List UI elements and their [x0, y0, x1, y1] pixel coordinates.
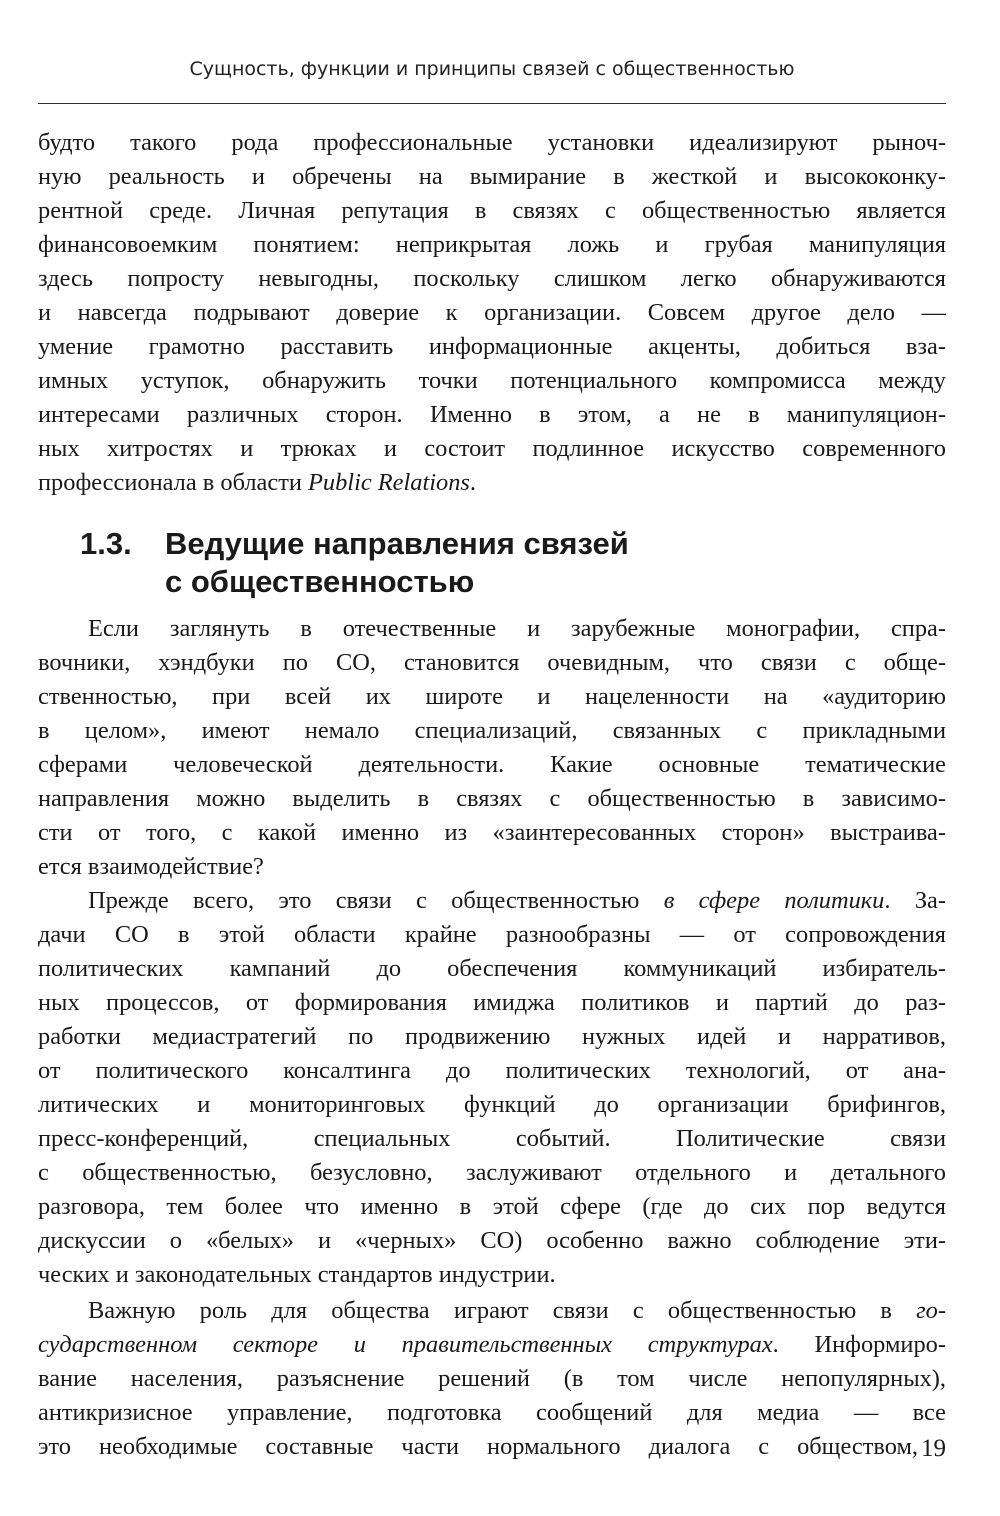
- section-heading: [80, 524, 629, 564]
- text-run: . За-: [884, 887, 946, 914]
- text-line: литических и мониторинговых функций до организации брифингов,: [38, 1091, 946, 1118]
- text-line: интересами различных сторон. Именно в этом, а не в манипуляцион-: [38, 401, 946, 428]
- text-line: вание населения, разъяснение решений (в том числе непопулярных),: [38, 1365, 946, 1392]
- text-line: пресс-конференций, специальных событий. Политические связи: [38, 1125, 946, 1152]
- italic-term: Public Relations: [308, 469, 470, 496]
- running-head: Сущность, функции и принципы связей с общественностью: [189, 58, 795, 80]
- page-number: 19: [921, 1435, 946, 1462]
- text-line: будто такого рода профессиональные установки идеализируют рыноч-: [38, 129, 946, 156]
- header-rule: [38, 103, 946, 104]
- text-line: от политического консалтинга до политических технологий, от ана-: [38, 1057, 946, 1084]
- text-line: работки медиастратегий по продвижению нужных идей и нарративов,: [38, 1023, 946, 1050]
- text-line: ных процессов, от формирования имиджа политиков и партий до раз-: [38, 989, 946, 1016]
- text-line: дачи СО в этой области крайне разнообразны — от сопровождения: [38, 921, 946, 948]
- text-line: дискуссии о «белых» и «черных» СО) особенно важно соблюдение эти-: [38, 1227, 946, 1254]
- italic-term: в сфере политики: [663, 887, 885, 914]
- text-line: это необходимые составные части нормального диалога с обществом,: [38, 1433, 918, 1460]
- text-line: сти от того, с какой именно из «заинтересованных сторон» выстраива-: [38, 819, 946, 846]
- text-line: ственностью, при всей их широте и нацеленности на «аудиторию: [38, 683, 946, 710]
- italic-term: го-: [916, 1297, 946, 1324]
- section-heading-continued: [165, 562, 474, 602]
- text-line: политических кампаний до обеспечения коммуникаций избиратель-: [38, 955, 946, 982]
- text-run: Прежде всего, это связи с общественностью: [88, 887, 664, 914]
- text-line: сферами человеческой деятельности. Какие основные тематические: [38, 751, 946, 778]
- text-line: вочники, хэндбуки по СО, становится очевидным, что связи с обще-: [38, 649, 946, 676]
- text-line: рентной среде. Личная репутация в связях с общественностью является: [38, 197, 946, 224]
- text-line: [38, 466, 946, 500]
- text-run: профессионала в области: [38, 469, 309, 496]
- text-line: в целом», имеют немало специализаций, связанных с прикладными: [38, 717, 946, 744]
- text-line: ную реальность и обречены на вымирание в жесткой и высококонку-: [38, 163, 946, 190]
- text-line: направления можно выделить в связях с общественностью в зависимо-: [38, 785, 946, 812]
- text-run: Важную роль для общества играют связи с общественностью в: [88, 1297, 917, 1324]
- text-line: имных уступок, обнаружить точки потенциального компромисса между: [38, 367, 946, 394]
- text-run: .: [469, 469, 477, 496]
- section-title-line-2: с общественностью: [165, 564, 475, 599]
- section-number: 1.3.: [80, 526, 132, 561]
- text-line: ческих и законодательных стандартов индустрии.: [38, 1261, 556, 1288]
- text-line: здесь попросту невыгодны, поскольку слишком легко обнаруживаются: [38, 265, 946, 292]
- text-run: . Информиро-: [772, 1331, 946, 1358]
- italic-term: сударственном секторе и правительственных структурах: [38, 1331, 773, 1358]
- text-line: с общественностью, безусловно, заслуживают отдельного и детального: [38, 1159, 946, 1186]
- text-line: ных хитростях и трюках и состоит подлинное искусство современного: [38, 435, 946, 462]
- text-line: [38, 1328, 946, 1362]
- section-title-line-1: Ведущие направления связей: [165, 526, 629, 561]
- text-line: антикризисное управление, подготовка сообщений для медиа — все: [38, 1399, 946, 1426]
- text-line: разговора, тем более что именно в этой сфере (где до сих пор ведутся: [38, 1193, 946, 1220]
- text-line: [88, 1294, 946, 1328]
- text-line: умение грамотно расставить информационные акценты, добиться вза-: [38, 333, 946, 360]
- text-line: [88, 884, 946, 918]
- text-line: финансовоемким понятием: неприкрытая ложь и грубая манипуляция: [38, 231, 946, 258]
- text-line: и навсегда подрывают доверие к организации. Совсем другое дело —: [38, 299, 946, 326]
- text-line: Если заглянуть в отечественные и зарубежные монографии, спра-: [88, 615, 946, 642]
- text-line: ется взаимодействие?: [38, 853, 264, 880]
